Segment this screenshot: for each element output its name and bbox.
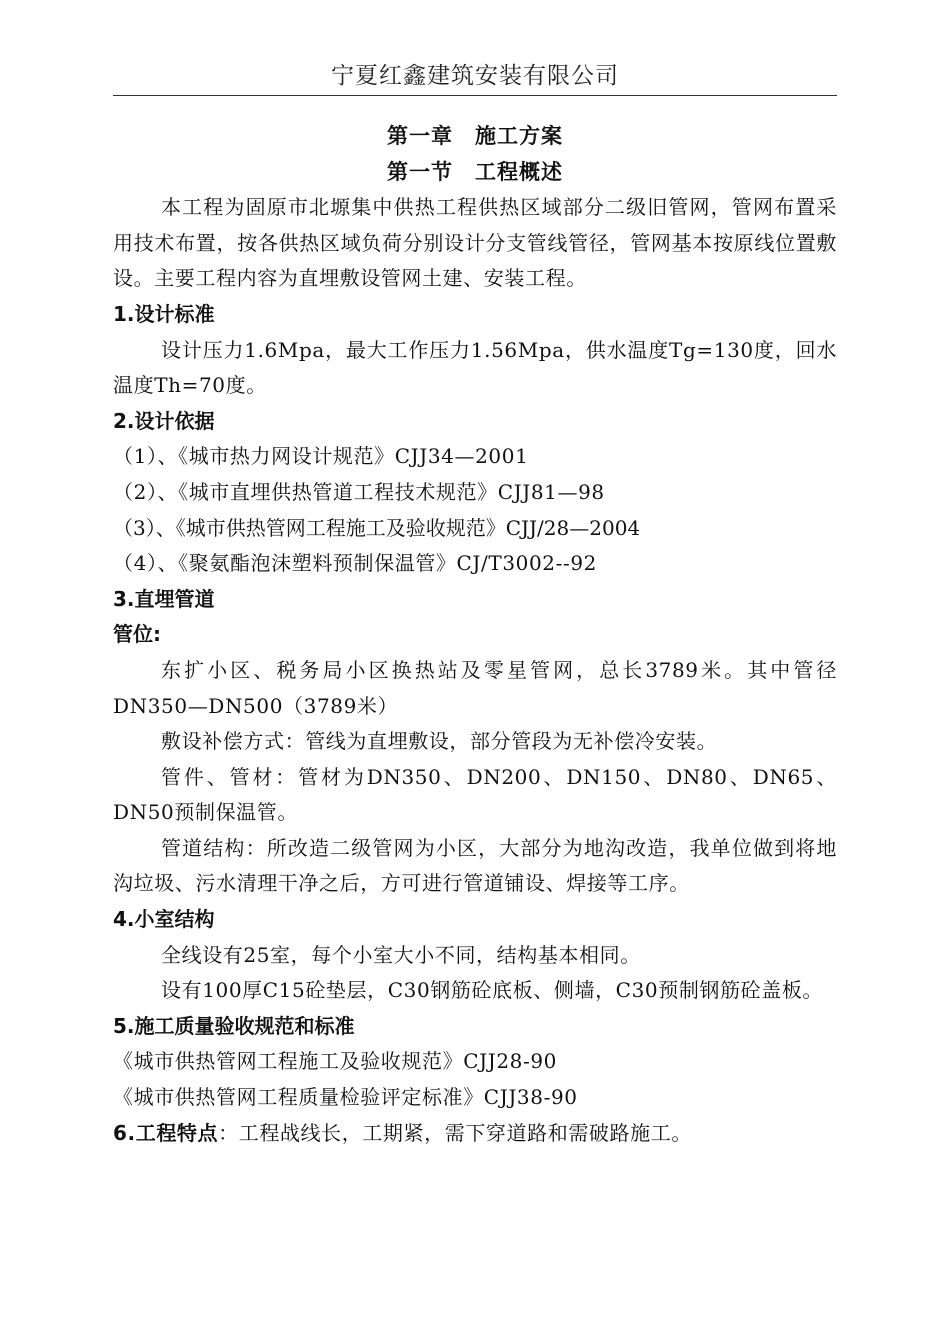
company-header: 宁夏红鑫建筑安装有限公司 <box>331 63 619 89</box>
chamber-count-text: 全线设有25室，每个小室大小不同，结构基本相同。 <box>161 942 641 967</box>
heading-chamber-structure: 4.小室结构 <box>113 907 215 932</box>
pipe-position-text: 东扩小区、税务局小区换热站及零星管网，总长3789米。其中管径DN350—DN500（3789米） <box>113 657 837 718</box>
chamber-spec-text: 设有100厚C15砼垫层，C30钢筋砼底板、侧墙，C30预制钢筋砼盖板。 <box>161 978 824 1003</box>
laying-compensation-text: 敷设补偿方式：管线为直埋敷设，部分管段为无补偿冷安装。 <box>161 729 718 754</box>
subheading-pipe-position: 管位: <box>113 622 161 647</box>
pipe-structure-text: 管道结构：所改造二级管网为小区，大部分为地沟改造，我单位做到将地沟垃圾、污水清理干净之后，方可进行管道铺设、焊接等工序。 <box>113 835 837 896</box>
design-basis-ref-3: （3）、《城市供热管网工程施工及验收规范》CJJ/28—2004 <box>113 515 641 540</box>
header-divider <box>113 95 837 96</box>
heading-quality-standards: 5.施工质量验收规范和标准 <box>113 1013 355 1038</box>
document-page <box>113 60 837 1151</box>
section-title: 第一节 工程概述 <box>387 159 563 184</box>
fittings-materials-text: 管件、管材：管材为DN350、DN200、DN150、DN80、DN65、DN50预制保温管。 <box>113 764 837 825</box>
design-basis-ref-2: （2）、《城市直埋供热管道工程技术规范》CJJ81—98 <box>113 479 605 504</box>
project-features-paragraph <box>113 1116 837 1152</box>
chapter-title: 第一章 施工方案 <box>387 124 563 148</box>
intro-paragraph: 本工程为固原市北塬集中供热工程供热区域部分二级旧管网，管网布置采用技术布置，按各供热区域负荷分别设计分支管线管径，管网基本按原线位置敷设。主要工程内容为直埋敷设管网土建、安装工程。 <box>113 195 837 291</box>
project-features-text: ：工程战线长，工期紧，需下穿道路和需破路施工。 <box>218 1120 692 1145</box>
quality-standard-ref-1: 《城市供热管网工程施工及验收规范》CJJ28-90 <box>113 1049 557 1074</box>
design-standard-text: 设计压力1.6Mpa，最大工作压力1.56Mpa，供水温度Tg=130度，回水温度Th=70度。 <box>113 337 837 398</box>
document-body <box>113 119 837 1151</box>
design-basis-ref-4: （4）、《聚氨酯泡沫塑料预制保温管》CJ/T3002--92 <box>113 551 597 576</box>
design-basis-ref-1: （1）、《城市热力网设计规范》CJJ34—2001 <box>113 444 529 469</box>
heading-project-features: 6.工程特点 <box>113 1120 219 1145</box>
quality-standard-ref-2: 《城市供热管网工程质量检验评定标准》CJJ38-90 <box>113 1085 578 1110</box>
heading-design-basis: 2.设计依据 <box>113 408 215 433</box>
heading-design-standard: 1.设计标准 <box>113 301 215 326</box>
heading-buried-pipe: 3.直埋管道 <box>113 586 215 611</box>
